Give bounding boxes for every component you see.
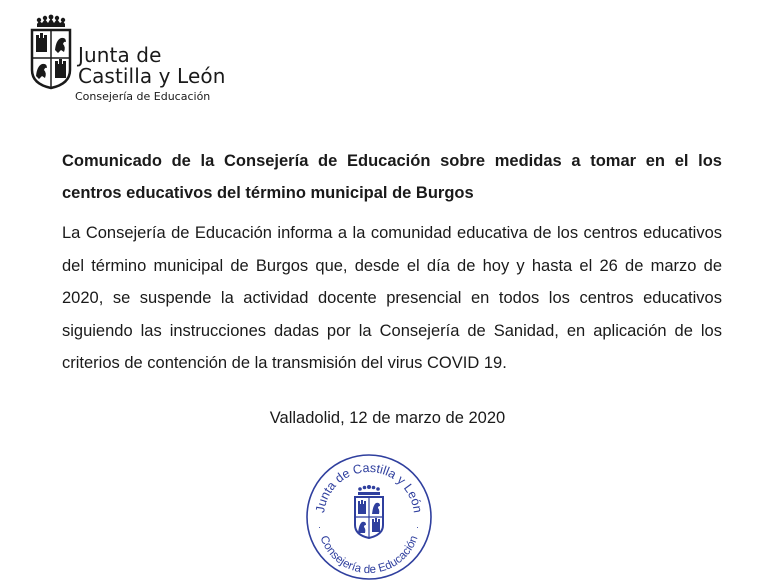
stamp-crest-icon (355, 485, 383, 538)
coat-of-arms-icon (28, 14, 74, 90)
org-name-line2: Castilla y León (78, 64, 226, 88)
stamp-top-text: Junta de Castilla y León (313, 460, 425, 514)
institution-logo (28, 14, 288, 106)
official-stamp (304, 452, 434, 582)
document-body: La Consejería de Educación informa a la comunidad educativa de los centros educativos del término municipal de Burgos que, desde el día de hoy y hasta el 26 de marzo de 2020, se suspende la actividad docente presencial en todos los centros educativos siguiendo las instrucciones dadas por la Consejería de Sanidad, en aplicación de los criterios de contención de la transmisión del virus COVID 19. (62, 224, 722, 372)
stamp-dot-right: · (416, 522, 419, 532)
date-line: Valladolid, 12 de marzo de 2020 (269, 409, 506, 427)
document-heading: Comunicado de la Consejería de Educación sobre medidas a tomar en el los centros educativos del término municipal de Burgos (62, 152, 722, 202)
org-name-line1: Junta de (78, 43, 162, 67)
stamp-dot-left: · (318, 522, 321, 532)
stamp-bottom-text: Consejería de Educación (317, 534, 421, 577)
department-name: Consejería de Educación (75, 90, 211, 103)
